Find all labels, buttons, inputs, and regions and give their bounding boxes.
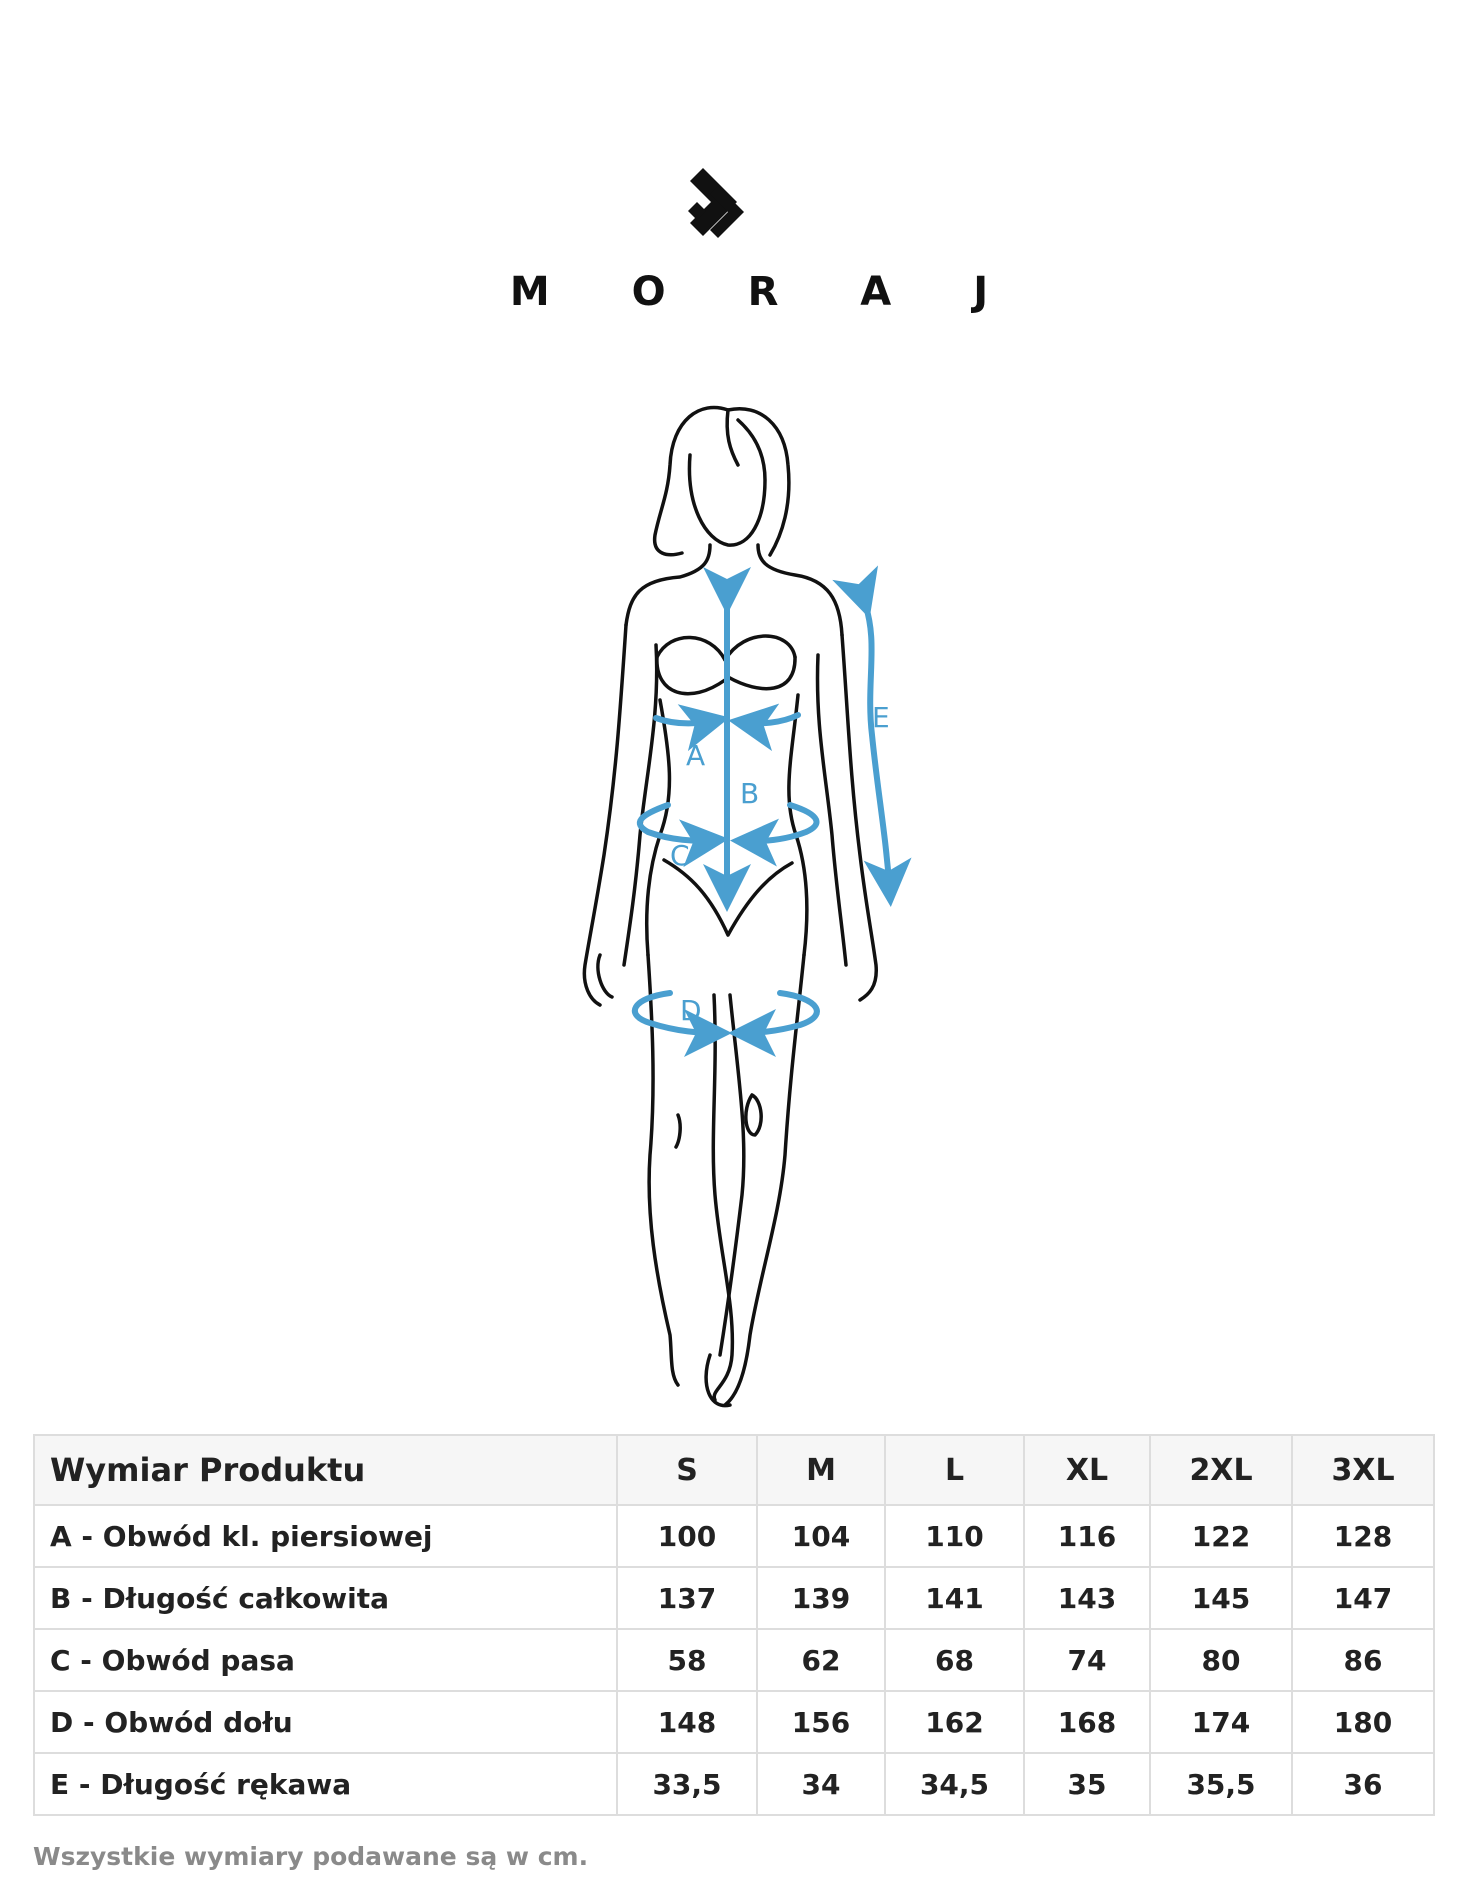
- table-cell: 139: [757, 1567, 885, 1629]
- moraj-logo-icon: [688, 168, 778, 258]
- measure-label-b: B: [740, 777, 760, 810]
- table-cell: 100: [617, 1505, 757, 1567]
- table-row: [34, 1753, 1434, 1815]
- table-cell: 180: [1292, 1691, 1434, 1753]
- measure-label-e: E: [872, 701, 890, 734]
- table-row: [34, 1629, 1434, 1691]
- size-header: 2XL: [1150, 1435, 1292, 1505]
- table-cell: 86: [1292, 1629, 1434, 1691]
- brand-name: M O R A J: [509, 269, 1023, 315]
- size-header: XL: [1024, 1435, 1150, 1505]
- header-label: Wymiar Produktu: [34, 1435, 617, 1505]
- size-header: S: [617, 1435, 757, 1505]
- table-cell: 80: [1150, 1629, 1292, 1691]
- table-cell: 156: [757, 1691, 885, 1753]
- table-cell: 110: [885, 1505, 1024, 1567]
- table-cell: 36: [1292, 1753, 1434, 1815]
- table-cell: 141: [885, 1567, 1024, 1629]
- row-label: C - Obwód pasa: [34, 1629, 617, 1691]
- size-header: M: [757, 1435, 885, 1505]
- table-cell: 68: [885, 1629, 1024, 1691]
- table-cell: 34,5: [885, 1753, 1024, 1815]
- table-cell: 162: [885, 1691, 1024, 1753]
- table-cell: 145: [1150, 1567, 1292, 1629]
- table-cell: 174: [1150, 1691, 1292, 1753]
- row-label: E - Długość rękawa: [34, 1753, 617, 1815]
- size-header: L: [885, 1435, 1024, 1505]
- table-cell: 34: [757, 1753, 885, 1815]
- table-cell: 137: [617, 1567, 757, 1629]
- table-cell: 143: [1024, 1567, 1150, 1629]
- table-cell: 35,5: [1150, 1753, 1292, 1815]
- table-cell: 74: [1024, 1629, 1150, 1691]
- table-cell: 122: [1150, 1505, 1292, 1567]
- table-cell: 128: [1292, 1505, 1434, 1567]
- table-cell: 168: [1024, 1691, 1150, 1753]
- female-body-outline-icon: [560, 395, 920, 1415]
- measure-label-a: A: [686, 739, 706, 772]
- table-header-row: [34, 1435, 1434, 1505]
- table-cell: 148: [617, 1691, 757, 1753]
- size-header: 3XL: [1292, 1435, 1434, 1505]
- table-row: [34, 1505, 1434, 1567]
- table-cell: 62: [757, 1629, 885, 1691]
- row-label: D - Obwód dołu: [34, 1691, 617, 1753]
- table-cell: 147: [1292, 1567, 1434, 1629]
- measure-label-d: D: [680, 994, 702, 1027]
- table-cell: 58: [617, 1629, 757, 1691]
- row-label: B - Długość całkowita: [34, 1567, 617, 1629]
- table-cell: 116: [1024, 1505, 1150, 1567]
- row-label: A - Obwód kl. piersiowej: [34, 1505, 617, 1567]
- measure-label-c: C: [670, 839, 690, 872]
- table-cell: 104: [757, 1505, 885, 1567]
- size-table: [33, 1434, 1435, 1816]
- table-row: [34, 1567, 1434, 1629]
- table-cell: 35: [1024, 1753, 1150, 1815]
- units-note: Wszystkie wymiary podawane są w cm.: [33, 1842, 589, 1871]
- table-cell: 33,5: [617, 1753, 757, 1815]
- table-row: [34, 1691, 1434, 1753]
